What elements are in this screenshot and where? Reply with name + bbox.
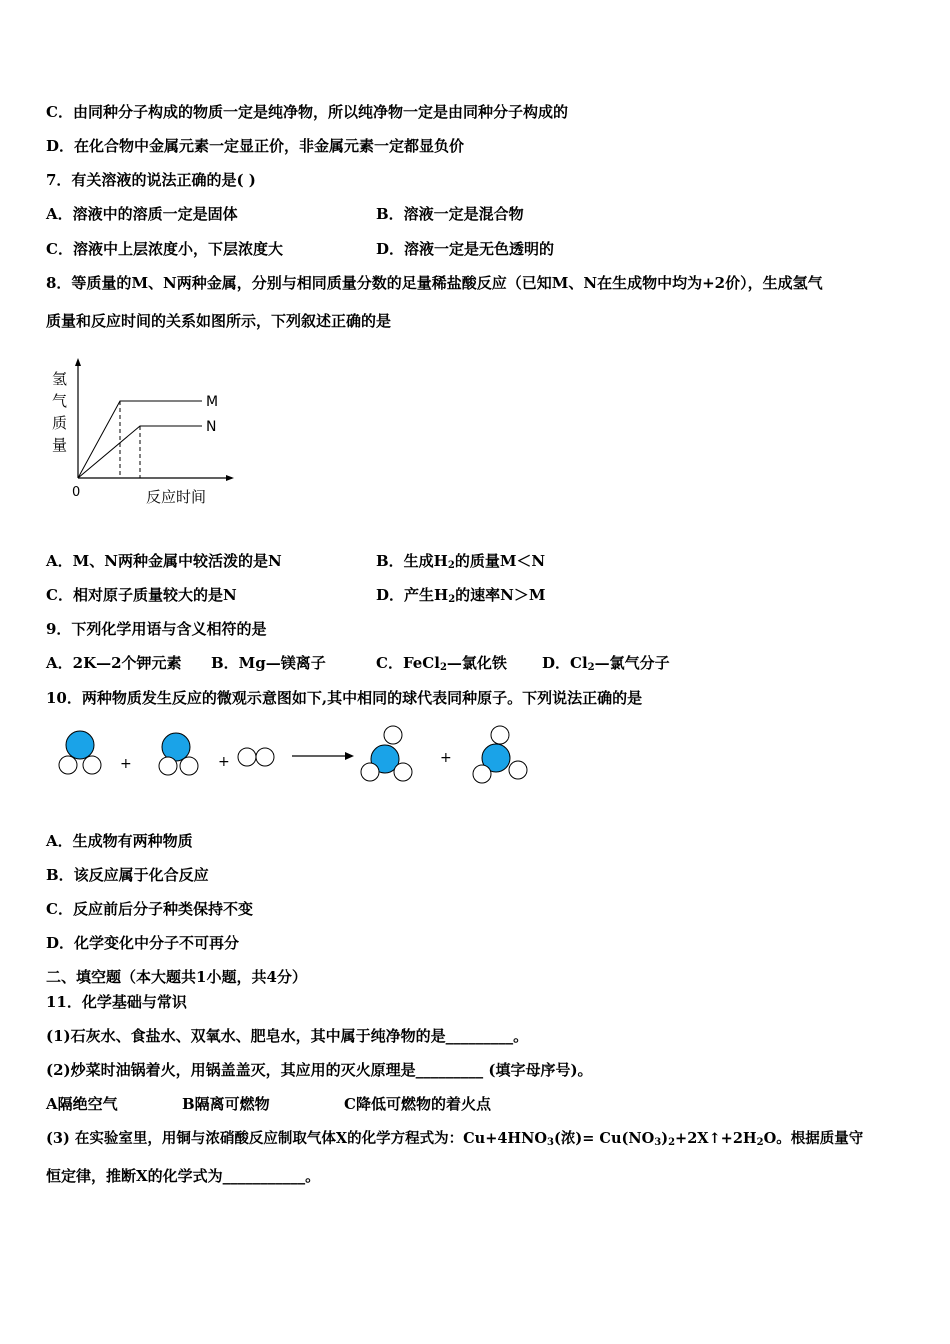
q6-option-d: D．在化合物中金属元素一定显正价，非金属元素一定都显负价 [46,137,465,155]
plus-sign-2: + [218,754,230,770]
q7-option-a: A．溶液中的溶质一定是固体 [46,205,238,223]
q11-option-a: A隔绝空气 [46,1095,118,1113]
plus-sign-3: + [440,750,452,766]
reactant-molecule-2 [159,733,198,775]
product-molecule-2 [473,726,527,783]
plus-sign-1: + [120,756,132,772]
q9-option-d: D．$Cl_2—$氯气分子 [542,654,670,673]
reaction-arrow [292,752,354,760]
q11-part1: (1)石灰水、食盐水、双氧水、肥皂水，其中属于纯净物的是_________。 [46,1027,529,1045]
q11-stem: 11．化学基础与常识 [46,993,187,1011]
q7-stem: 7．有关溶液的说法正确的是( ) [46,171,256,189]
q10-option-b: B．该反应属于化合反应 [46,866,209,884]
reaction-diagram [50,722,550,794]
y-axis-arrow [75,358,81,366]
q10-option-a: A．生成物有两种物质 [46,832,193,850]
q8-stem-line1: 8．等质量的M、N两种金属，分别与相同质量分数的足量稀盐酸反应（已知M、N在生成物中均为+2价），生成氢气 [46,274,823,292]
q11-option-b: B隔离可燃物 [182,1095,270,1113]
origin-label: 0 [72,485,81,500]
q11-part3-line2: 恒定律，推断X的化学式为___________。 [46,1167,321,1185]
q8-option-a: A．M、N两种金属中较活泼的是N [46,552,282,570]
product-molecule-1 [361,726,412,781]
q9-option-c: C．FeCl$_2$—氯化铁 [376,654,507,673]
series-m-line [78,401,202,478]
q10-option-c: C．反应前后分子种类保持不变 [46,900,253,918]
q9-option-b: B．Mg—镁离子 [211,654,326,672]
q11-part2: (2)炒菜时油锅着火，用锅盖盖灭，其应用的灭火原理是_________ (填字母序号)。 [46,1061,593,1079]
q8-option-d: D．产生$H_2$的速率N＞M [376,586,546,605]
y-axis-label-char2: 气 [52,392,68,410]
q8-option-b: B．生成$H_2$的质量M＜N [376,552,546,571]
reactant-molecule-3 [238,748,274,766]
series-n-label: N [206,419,217,435]
q8-option-c: C．相对原子质量较大的是N [46,586,237,604]
reactant-molecule-1 [59,731,101,774]
hydrogen-mass-graph [44,356,234,516]
q8-stem-line2: 质量和反应时间的关系如图所示，下列叙述正确的是 [46,312,392,330]
q6-option-c: C．由同种分子构成的物质一定是纯净物，所以纯净物一定是由同种分子构成的 [46,103,568,121]
y-axis-label-char4: 量 [52,436,68,454]
q7-option-d: D．溶液一定是无色透明的 [376,240,555,258]
q9-stem: 9．下列化学用语与含义相符的是 [46,620,267,638]
x-axis-label: 反应时间 [146,488,207,506]
y-axis-label-char1: 氢 [52,370,68,388]
q11-part3: (3) 在实验室里，用铜与浓硝酸反应制取气体X的化学方程式为：$Cu+4HNO_3$(浓)= $Cu(NO_3)_2+2X↑+2H_2O$。根据质量守 [46,1130,864,1148]
q7-option-c: C．溶液中上层浓度小，下层浓度大 [46,240,283,258]
q7-option-b: B．溶液一定是混合物 [376,205,524,223]
q11-option-c: C降低可燃物的着火点 [344,1095,491,1113]
q10-stem: 10．两种物质发生反应的微观示意图如下,其中相同的球代表同种原子。下列说法正确的是 [46,689,643,707]
q9-option-a: A．2K—2个钾元素 [46,654,182,672]
x-axis-arrow [226,475,234,481]
q10-option-d: D．化学变化中分子不可再分 [46,934,240,952]
section2-heading: 二、填空题（本大题共1小题，共4分） [46,968,307,986]
series-m-label: M [206,394,219,410]
y-axis-label-char3: 质 [52,414,68,432]
